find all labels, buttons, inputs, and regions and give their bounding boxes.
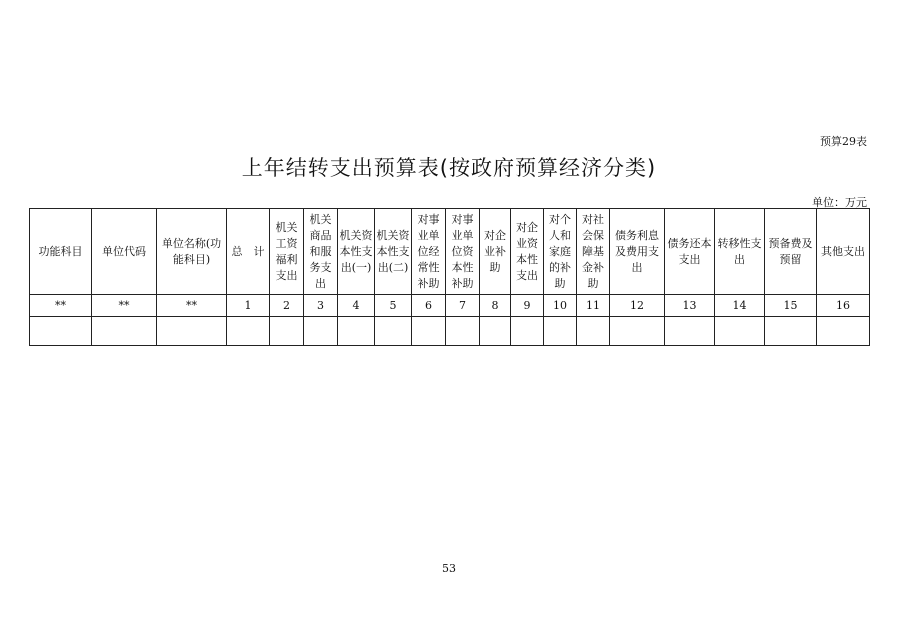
table-cell xyxy=(665,317,715,346)
table-cell xyxy=(375,317,412,346)
column-header-social-security-fund: 对社会保障基金补助 xyxy=(577,209,610,295)
table-cell xyxy=(446,317,480,346)
unit-label: 单位：万元 xyxy=(812,196,867,209)
column-header-debt-interest: 债务利息及费用支出 xyxy=(610,209,665,295)
index-cell: 3 xyxy=(304,295,338,317)
column-header-reserve: 预备费及预留 xyxy=(765,209,817,295)
index-row xyxy=(30,295,870,317)
column-header-household-subsidy: 对个人和家庭的补助 xyxy=(544,209,577,295)
table-cell xyxy=(480,317,511,346)
index-cell: ** xyxy=(157,295,227,317)
table-cell xyxy=(544,317,577,346)
table-cell xyxy=(765,317,817,346)
table-cell xyxy=(610,317,665,346)
header-row xyxy=(30,209,870,295)
column-header-other: 其他支出 xyxy=(817,209,870,295)
table-cell xyxy=(92,317,157,346)
index-cell: 12 xyxy=(610,295,665,317)
index-cell: 10 xyxy=(544,295,577,317)
table-cell xyxy=(227,317,270,346)
index-cell: 16 xyxy=(817,295,870,317)
table-cell xyxy=(157,317,227,346)
column-header-debt-principal: 债务还本支出 xyxy=(665,209,715,295)
column-header-institution-capital: 对事业单位资本性补助 xyxy=(446,209,480,295)
table-cell xyxy=(511,317,544,346)
index-cell: ** xyxy=(92,295,157,317)
column-header-goods-services: 机关商品和服务支出 xyxy=(304,209,338,295)
form-number: 预算29表 xyxy=(820,135,867,148)
column-header-capital-2: 机关资本性支出(二) xyxy=(375,209,412,295)
column-header-function-subject: 功能科目 xyxy=(30,209,92,295)
index-cell: 14 xyxy=(715,295,765,317)
table-cell xyxy=(270,317,304,346)
index-cell: 6 xyxy=(412,295,446,317)
index-cell: 13 xyxy=(665,295,715,317)
budget-table xyxy=(29,208,870,346)
index-cell: 5 xyxy=(375,295,412,317)
table-cell xyxy=(338,317,375,346)
table-cell xyxy=(304,317,338,346)
index-cell: ** xyxy=(30,295,92,317)
column-header-unit-code: 单位代码 xyxy=(92,209,157,295)
table-cell xyxy=(577,317,610,346)
index-cell: 9 xyxy=(511,295,544,317)
table-cell xyxy=(412,317,446,346)
column-header-salary-welfare: 机关工资福利支出 xyxy=(270,209,304,295)
index-cell: 11 xyxy=(577,295,610,317)
index-cell: 1 xyxy=(227,295,270,317)
page-title: 上年结转支出预算表(按政府预算经济分类) xyxy=(241,156,657,180)
column-header-institution-recurring: 对事业单位经常性补助 xyxy=(412,209,446,295)
table-cell xyxy=(30,317,92,346)
column-header-enterprise-capital: 对企业资本性支出 xyxy=(511,209,544,295)
column-header-transfer: 转移性支出 xyxy=(715,209,765,295)
column-header-unit-name: 单位名称(功能科目) xyxy=(157,209,227,295)
column-header-enterprise-subsidy: 对企业补助 xyxy=(480,209,511,295)
index-cell: 4 xyxy=(338,295,375,317)
table-row xyxy=(30,317,870,346)
index-cell: 8 xyxy=(480,295,511,317)
column-header-total: 总 计 xyxy=(227,209,270,295)
table-cell xyxy=(715,317,765,346)
index-cell: 2 xyxy=(270,295,304,317)
index-cell: 7 xyxy=(446,295,480,317)
index-cell: 15 xyxy=(765,295,817,317)
page-number: 53 xyxy=(442,562,456,575)
table-cell xyxy=(817,317,870,346)
column-header-capital-1: 机关资本性支出(一) xyxy=(338,209,375,295)
